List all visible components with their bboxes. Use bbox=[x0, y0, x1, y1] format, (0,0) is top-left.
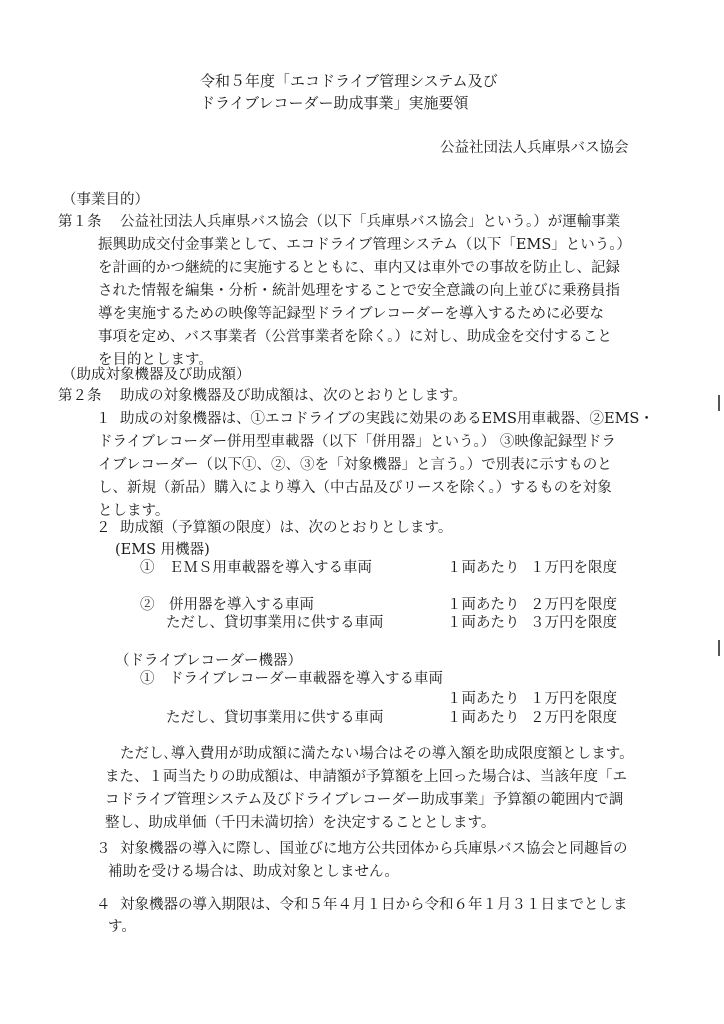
organization-name: 公益社団法人兵庫県バス協会 bbox=[440, 140, 629, 156]
item2-number: ２ bbox=[96, 520, 111, 536]
article1-number: 第１条 bbox=[58, 214, 102, 230]
article1-body bbox=[120, 211, 620, 234]
item1-line: ドライブレコーダー併用型車載器（以下「併用器」という。） ③映像記録型ドラ bbox=[98, 434, 616, 450]
item1-line: イブレコーダー（以下①、②、③を「対象機器」と言う。）で別表に示すものと bbox=[98, 457, 612, 473]
item2-note-line: ただし､導入費用が助成額に満たない場合はその導入額を助成限度額とします。 bbox=[120, 746, 634, 762]
item2-note bbox=[120, 743, 634, 766]
item1-line: 助成の対象機器は、①エコドライブの実践に効果のあるEMS用車載器、②EMS・ bbox=[120, 411, 654, 427]
item4-number: ４ bbox=[96, 897, 111, 913]
article2-number: 第２条 bbox=[58, 388, 102, 404]
item3-body-cont bbox=[108, 861, 399, 884]
article1-line: 振興助成交付金事業として、エコドライブ管理システム（以下「EMS」という。） bbox=[98, 237, 632, 253]
item1-line: し、新規（新品）購入により導入（中古品及びリースを除く。）するものを対象 bbox=[98, 480, 612, 496]
item4-body-cont bbox=[108, 916, 136, 939]
dr-row-label: ただし、貸切事業用に供する車両 bbox=[166, 710, 384, 726]
item2-note-line: コドライブ管理システム及びドライブレコーダー助成事業」予算額の範囲内で調 bbox=[105, 792, 624, 808]
item1-body bbox=[120, 408, 654, 431]
ems-row-unit: １両あたり bbox=[447, 615, 520, 631]
item1-body-cont bbox=[98, 431, 616, 523]
ems-row-unit: １両あたり bbox=[447, 560, 520, 576]
ems-row-label: ① ＥＭＳ用車載器を導入する車両 bbox=[140, 560, 372, 576]
item3-line: 対象機器の導入に際し、国並びに地方公共団体から兵庫県バス協会と同趣旨の bbox=[120, 841, 628, 857]
item3-line: 補助を受ける場合は、助成対象としません。 bbox=[108, 864, 399, 880]
ems-row-amount: １万円を限度 bbox=[530, 560, 617, 576]
document-title-line-2: ドライブレコーダー助成事業」実施要領 bbox=[200, 94, 469, 112]
item2-note-line: また、１両当たりの助成額は、申請額が予算額を上回った場合は、当該年度「エ bbox=[105, 769, 627, 785]
article1-line: された情報を編集・分析・統計処理をすることで安全意識の向上並びに乗務員指 bbox=[98, 283, 620, 299]
ems-heading: (EMS 用機器) bbox=[115, 542, 210, 558]
dr-row-unit: １両あたり bbox=[447, 710, 520, 726]
article1-line: を計画的かつ継続的に実施するとともに、車内又は車外での事故を防止し、記録 bbox=[98, 260, 620, 276]
document-title-line-1: 令和５年度「エコドライブ管理システム及び bbox=[200, 72, 498, 90]
dr-row-unit: １両あたり bbox=[447, 691, 520, 707]
dr-heading: （ドライブレコーダー機器） bbox=[115, 653, 303, 669]
item1-number: １ bbox=[96, 411, 111, 427]
article1-line: 事項を定め、バス事業者（公営事業者を除く。）に対し、助成金を交付すること bbox=[98, 329, 612, 345]
item4-line: す。 bbox=[108, 919, 136, 935]
article2-heading: （助成対象機器及び助成額） bbox=[62, 367, 251, 383]
ems-row-label: ② 併用器を導入する車両 bbox=[140, 597, 314, 613]
ems-row-label: ただし、貸切事業用に供する車両 bbox=[166, 615, 384, 631]
article1-heading: （事業目的） bbox=[62, 192, 149, 208]
ems-row-amount: ２万円を限度 bbox=[530, 597, 617, 613]
dr-row-label: ① ドライブレコーダー車載器を導入する車両 bbox=[140, 671, 444, 687]
item3-body bbox=[120, 838, 628, 861]
dr-row-amount: ２万円を限度 bbox=[530, 710, 617, 726]
article1-line: を目的とします。 bbox=[98, 352, 213, 368]
item2-text: 助成額（予算額の限度）は、次のとおりとします。 bbox=[120, 520, 453, 536]
item2-note-line: 整し、助成単価（千円未満切捨）を決定することとします。 bbox=[105, 815, 496, 831]
article1-line: 公益社団法人兵庫県バス協会（以下「兵庫県バス協会」という。）が運輸事業 bbox=[120, 214, 621, 230]
ems-row-unit: １両あたり bbox=[447, 597, 520, 613]
scan-edge-mark bbox=[718, 640, 720, 656]
item2-note-cont bbox=[105, 766, 627, 835]
article1-line: 導を実施するための映像等記録型ドライブレコーダーを導入するために必要な bbox=[98, 306, 605, 322]
item3-number: ３ bbox=[96, 841, 111, 857]
scan-edge-mark bbox=[718, 395, 720, 411]
ems-row-amount: ３万円を限度 bbox=[530, 615, 617, 631]
item4-line: 対象機器の導入期限は、令和５年４月１日から令和６年１月３１日までとしま bbox=[120, 897, 628, 913]
item1-line: とします。 bbox=[98, 503, 170, 519]
article2-intro: 助成の対象機器及び助成額は、次のとおりとします。 bbox=[120, 388, 467, 404]
dr-row-amount: １万円を限度 bbox=[530, 691, 617, 707]
article1-body-cont bbox=[98, 234, 631, 372]
item4-body bbox=[120, 894, 628, 917]
